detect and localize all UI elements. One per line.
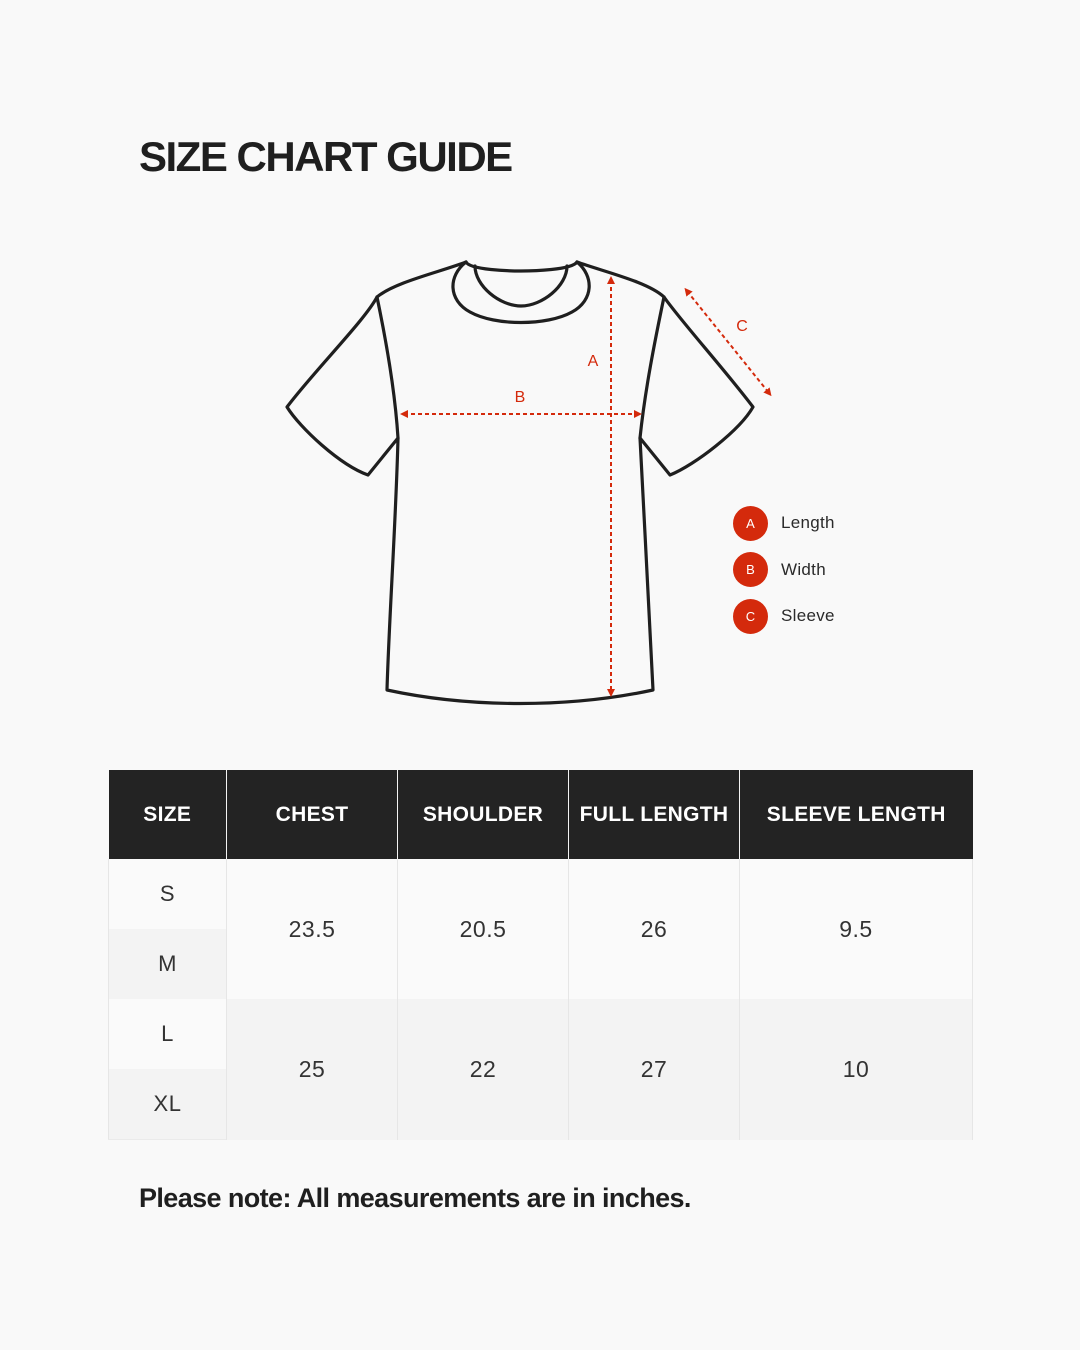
width-marker-label: B <box>514 389 526 406</box>
size-chart-table <box>108 770 973 1140</box>
legend-marker-a: A <box>733 506 768 541</box>
full-length-cell: 27 <box>569 999 740 1140</box>
header-chest: CHEST <box>227 770 398 859</box>
header-shoulder: SHOULDER <box>398 770 569 859</box>
legend-marker-c: C <box>733 599 768 634</box>
size-cell: L <box>109 999 227 1069</box>
header-size: SIZE <box>109 770 227 859</box>
measurement-legend <box>733 505 835 645</box>
table-row <box>109 859 973 929</box>
table-row <box>109 999 973 1069</box>
size-cell: S <box>109 859 227 929</box>
legend-marker-b: B <box>733 552 768 587</box>
sleeve-length-cell: 10 <box>740 999 973 1140</box>
shoulder-cell: 20.5 <box>398 859 569 999</box>
full-length-cell: 26 <box>569 859 740 999</box>
page-title: SIZE CHART GUIDE <box>139 133 512 180</box>
size-cell: XL <box>109 1069 227 1140</box>
legend-label-width: Width <box>781 559 826 579</box>
tshirt-outline <box>287 262 753 704</box>
legend-item-width <box>733 552 835 588</box>
chest-cell: 25 <box>227 999 398 1140</box>
measurement-note: Please note: All measurements are in inches. <box>139 1183 691 1213</box>
legend-item-length <box>733 505 835 541</box>
legend-item-sleeve <box>733 598 835 634</box>
header-sleeve-length: SLEEVE LENGTH <box>740 770 973 859</box>
table-header-row <box>109 770 973 859</box>
legend-label-length: Length <box>781 513 835 532</box>
shoulder-cell: 22 <box>398 999 569 1140</box>
legend-label-sleeve: Sleeve <box>781 606 835 625</box>
sleeve-marker-label: C <box>736 318 748 335</box>
length-marker-label: A <box>587 353 599 370</box>
header-full-length: FULL LENGTH <box>569 770 740 859</box>
chest-cell: 23.5 <box>227 859 398 999</box>
size-cell: M <box>109 929 227 999</box>
sleeve-length-cell: 9.5 <box>740 859 973 999</box>
